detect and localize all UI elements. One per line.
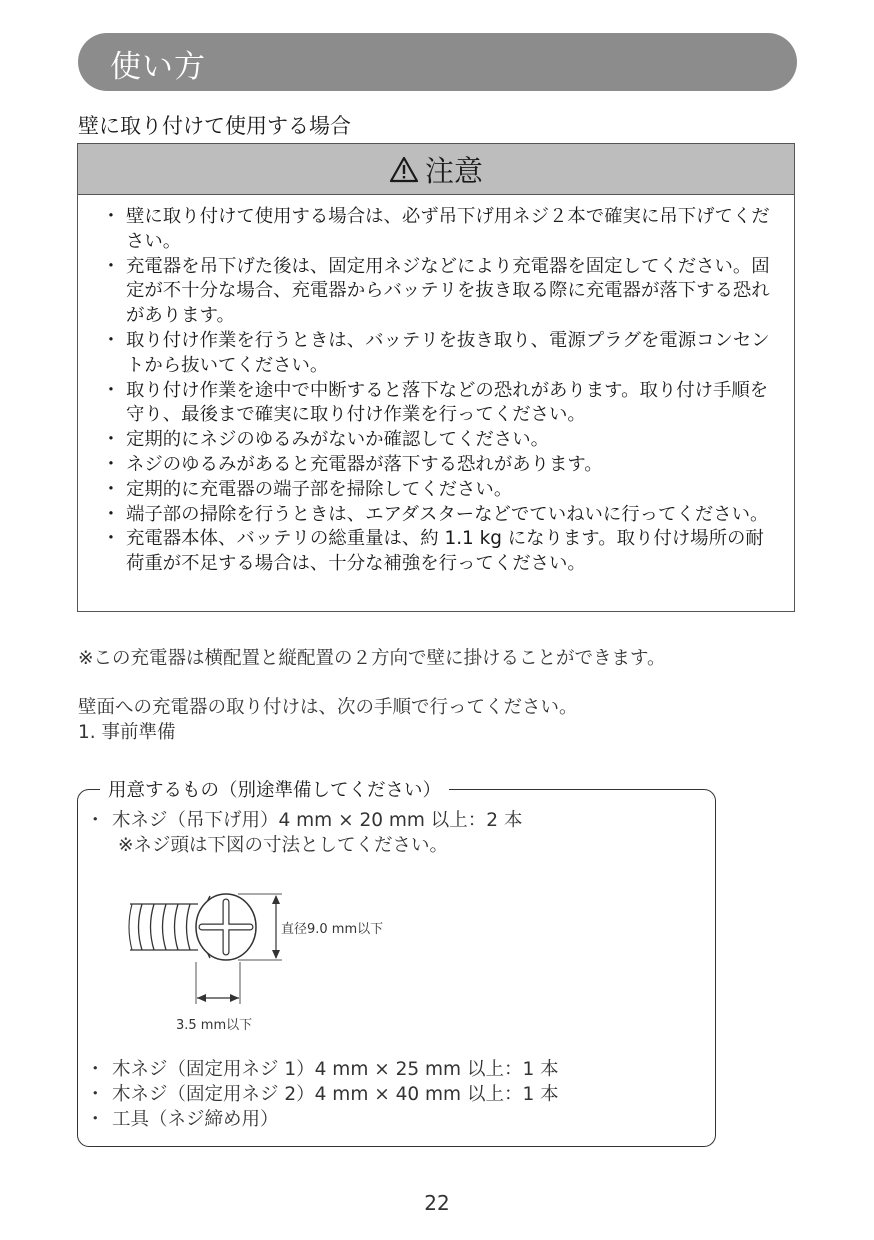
caution-item: ・ 定期的に充電器の端子部を掃除してください。 xyxy=(100,478,782,503)
caution-item: ・ 取り付け作業を途中で中断すると落下などの恐れがあります。取り付け手順を守り、最後まで確実に取り付け作業を行ってください。 xyxy=(100,379,782,429)
caution-title: 注意 xyxy=(424,153,483,188)
diameter-label: 直径9.0 mm以下 xyxy=(281,922,384,937)
caution-item: ・ 定期的にネジのゆるみがないか確認してください。 xyxy=(100,428,782,453)
caution-item: ・ 壁に取り付けて使用する場合は、必ず吊下げ用ネジ２本で確実に吊下げてください。 xyxy=(100,205,782,255)
page-title: 使い方 xyxy=(110,49,206,85)
page-number: 22 xyxy=(424,1191,450,1215)
caution-item: ・ 端子部の掃除を行うときは、エアダスターなどでていねいに行ってください。 xyxy=(100,503,782,528)
prep-item-text: 木ネジ（吊下げ用）4 mm × 20 mm 以上：2 本 xyxy=(112,810,523,831)
step-1-heading: 1. 事前準備 xyxy=(78,722,176,743)
prep-item-hanging-screw xyxy=(86,806,522,832)
caution-list xyxy=(78,195,794,577)
mounting-note: ※この充電器は横配置と縦配置の２方向で壁に掛けることができます。 xyxy=(78,648,666,669)
bullet: ・ xyxy=(86,1059,105,1080)
prep-item-fixing-screw-1 xyxy=(86,1055,559,1081)
length-label: 3.5 mm以下 xyxy=(176,1018,253,1033)
prep-item-text: 木ネジ（固定用ネジ 2）4 mm × 40 mm 以上：1 本 xyxy=(112,1084,559,1105)
caution-header xyxy=(78,144,794,195)
prep-item-text: 木ネジ（固定用ネジ 1）4 mm × 25 mm 以上：1 本 xyxy=(112,1059,559,1080)
prep-item-fixing-screw-2 xyxy=(86,1080,559,1106)
header-bar xyxy=(78,33,797,91)
prep-item-text: 工具（ネジ締め用） xyxy=(112,1109,279,1130)
bullet: ・ xyxy=(86,1084,105,1105)
bullet: ・ xyxy=(86,1109,105,1130)
screw-diagram xyxy=(120,880,300,1030)
procedure-intro: 壁面への充電器の取り付けは、次の手順で行ってください。 xyxy=(78,697,578,718)
warning-icon xyxy=(389,156,419,183)
bullet: ・ xyxy=(86,810,105,831)
caution-item: ・ 充電器本体、バッテリの総重量は、約 1.1 kg になります。取り付け場所の耐荷重が不足する場合は、十分な補強を行ってください。 xyxy=(100,527,782,577)
preparation-title: 用意するもの（別途準備してください） xyxy=(100,776,449,802)
caution-item: ・ 充電器を吊下げた後は、固定用ネジなどにより充電器を固定してください。固定が不十分な場合、充電器からバッテリを抜き取る際に充電器が落下する恐れがあります。 xyxy=(100,255,782,329)
caution-box xyxy=(77,143,795,612)
section-title: 壁に取り付けて使用する場合 xyxy=(78,114,351,138)
caution-item: ・ 取り付け作業を行うときは、バッテリを抜き取り、電源プラグを電源コンセントから抜いてください。 xyxy=(100,329,782,379)
prep-item-tool xyxy=(86,1105,279,1131)
screw-head-note: ※ネジ頭は下図の寸法としてください。 xyxy=(118,835,449,856)
caution-item: ・ ネジのゆるみがあると充電器が落下する恐れがあります。 xyxy=(100,453,782,478)
